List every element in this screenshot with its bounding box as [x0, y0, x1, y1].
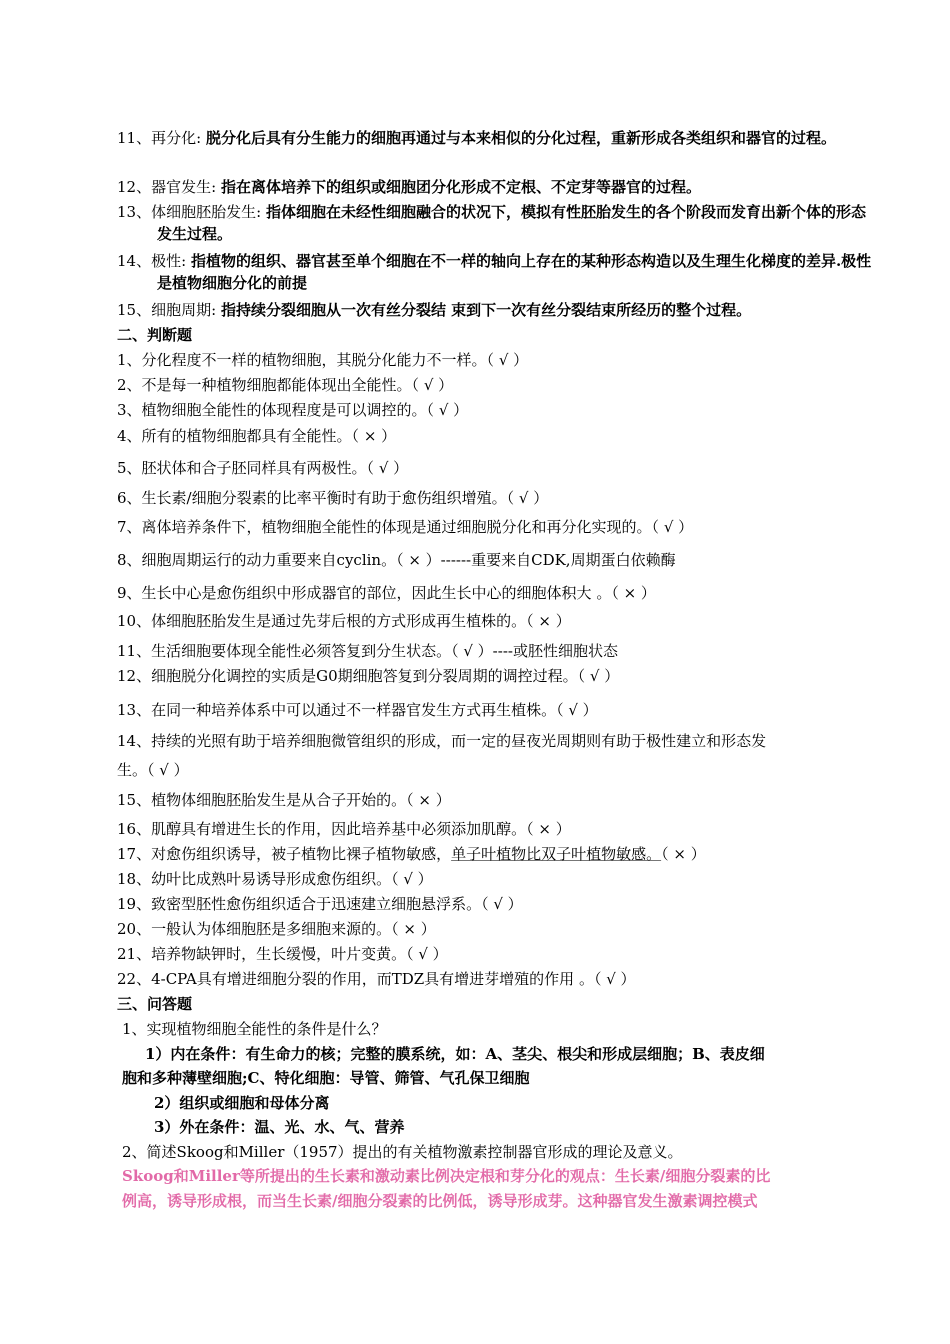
tf-item: 10、体细胞胚胎发生是通过先芽后根的方式形成再生植株的。（ × ）	[117, 612, 571, 630]
definition-term: 13、体细胞胚胎发生:	[117, 203, 262, 221]
definition-term: 12、器官发生:	[117, 178, 217, 196]
question-1: 1、实现植物细胞全能性的条件是什么？	[122, 1020, 387, 1038]
definition-text: 脱分化后具有分生能力的细胞再通过与本来相似的分化过程，重新形成各类组织和器官的过程。	[205, 129, 836, 147]
question-2: 2、简述Skoog和Miller（1957）提出的有关植物激素控制器官形成的理论及意义。	[122, 1143, 683, 1161]
section-title-qa: 三、问答题	[117, 995, 193, 1013]
definition-14	[117, 250, 877, 294]
tf-item: 14、持续的光照有助于培养细胞微管组织的形成，而一定的昼夜光周期则有助于极性建立和形态发	[117, 732, 767, 750]
tf-item: 22、4-CPA具有增进细胞分裂的作用，而TDZ具有增进芽增殖的作用 。（ √ ）	[117, 970, 636, 988]
tf-item-text: 17、对愈伤组织诱导，被子植物比裸子植物敏感，	[117, 845, 452, 863]
definition-text: 指植物的组织、器官甚至单个细胞在不一样的轴向上存在的某种形态构造以及生理生化梯度的差异.极性是植物细胞分化的前提	[157, 252, 872, 292]
tf-item: 生。（ √ ）	[117, 761, 189, 779]
definition-12	[117, 176, 837, 198]
section-title-true-false: 二、判断题	[117, 326, 193, 344]
answer-1-point-2: 2）组织或细胞和母体分离	[154, 1094, 330, 1112]
definition-15	[117, 299, 837, 321]
tf-item: 21、培养物缺钾时，生长缓慢，叶片变黄。（ √ ）	[117, 945, 448, 963]
tf-item: 16、肌醇具有增进生长的作用，因此培养基中必须添加肌醇。（ × ）	[117, 820, 571, 838]
definition-term: 15、细胞周期:	[117, 301, 217, 319]
definition-11	[117, 127, 877, 149]
tf-item: 3、植物细胞全能性的体现程度是可以调控的。（ √ ）	[117, 401, 469, 419]
definition-term: 11、再分化:	[117, 129, 202, 147]
tf-item-17	[117, 843, 837, 865]
definition-13	[117, 201, 877, 245]
tf-item: 11、生活细胞要体现全能性必须答复到分生状态。（ √ ）----或胚性细胞状态	[117, 642, 618, 660]
tf-item: 18、幼叶比成熟叶易诱导形成愈伤组织。（ √ ）	[117, 870, 433, 888]
tf-item: 6、生长素/细胞分裂素的比率平衡时有助于愈伤组织增殖。（ √ ）	[117, 489, 549, 507]
tf-item-underlined: 单子叶植物比双子叶植物敏感。	[451, 845, 662, 863]
tf-item: 15、植物体细胞胚胎发生是从合子开始的。（ × ）	[117, 791, 451, 809]
answer-1-point-3: 3）外在条件：温、光、水、气、营养	[154, 1118, 405, 1136]
tf-item: 20、一般认为体细胞胚是多细胞来源的。（ × ）	[117, 920, 436, 938]
tf-item: 9、生长中心是愈伤组织中形成器官的部位，因此生长中心的细胞体积大 。（ × ）	[117, 584, 656, 602]
definition-text: 指在离体培养下的组织或细胞团分化形成不定根、不定芽等器官的过程。	[220, 178, 701, 196]
tf-item: 8、细胞周期运行的动力重要来自cyclin。（ × ）------重要来自CDK,周期蛋白依赖酶	[117, 551, 676, 569]
definition-text: 指持续分裂细胞从一次有丝分裂结 束到下一次有丝分裂结束所经历的整个过程。	[220, 301, 752, 319]
tf-item: 5、胚状体和合子胚同样具有两极性。（ √ ）	[117, 459, 409, 477]
definition-text: 指体细胞在未经性细胞融合的状况下，模拟有性胚胎发生的各个阶段而发育出新个体的形态发生过程。	[157, 203, 866, 243]
answer-2-line-2: 例高，诱导形成根，而当生长素/细胞分裂素的比例低，诱导形成芽。这种器官发生激素调控模式	[122, 1192, 758, 1210]
answer-1-point-1: 1）内在条件：有生命力的核；完整的膜系统，如：A、茎尖、根尖和形成层细胞；B、表皮细	[145, 1045, 765, 1063]
tf-item-answer: （ × ）	[661, 845, 706, 863]
answer-1-point-1-cont: 胞和多种薄壁细胞;C、特化细胞：导管、筛管、气孔保卫细胞	[122, 1069, 530, 1087]
tf-item: 13、在同一种培养体系中可以通过不一样器官发生方式再生植株。（ √ ）	[117, 701, 598, 719]
tf-item: 2、不是每一种植物细胞都能体现出全能性。（ √ ）	[117, 376, 454, 394]
tf-item: 19、致密型胚性愈伤组织适合于迅速建立细胞悬浮系。（ √ ）	[117, 895, 523, 913]
definition-term: 14、极性:	[117, 252, 187, 270]
tf-item: 7、离体培养条件下，植物细胞全能性的体现是通过细胞脱分化和再分化实现的。（ √ ）	[117, 518, 694, 536]
tf-item: 1、分化程度不一样的植物细胞，其脱分化能力不一样。（ √ ）	[117, 351, 529, 369]
answer-2-line-1: Skoog和Miller等所提出的生长素和激动素比例决定根和芽分化的观点：生长素/细胞分裂素的比	[122, 1167, 771, 1185]
tf-item: 4、所有的植物细胞都具有全能性。（ × ）	[117, 427, 397, 445]
tf-item: 12、细胞脱分化调控的实质是G0期细胞答复到分裂周期的调控过程。（ √ ）	[117, 667, 620, 685]
